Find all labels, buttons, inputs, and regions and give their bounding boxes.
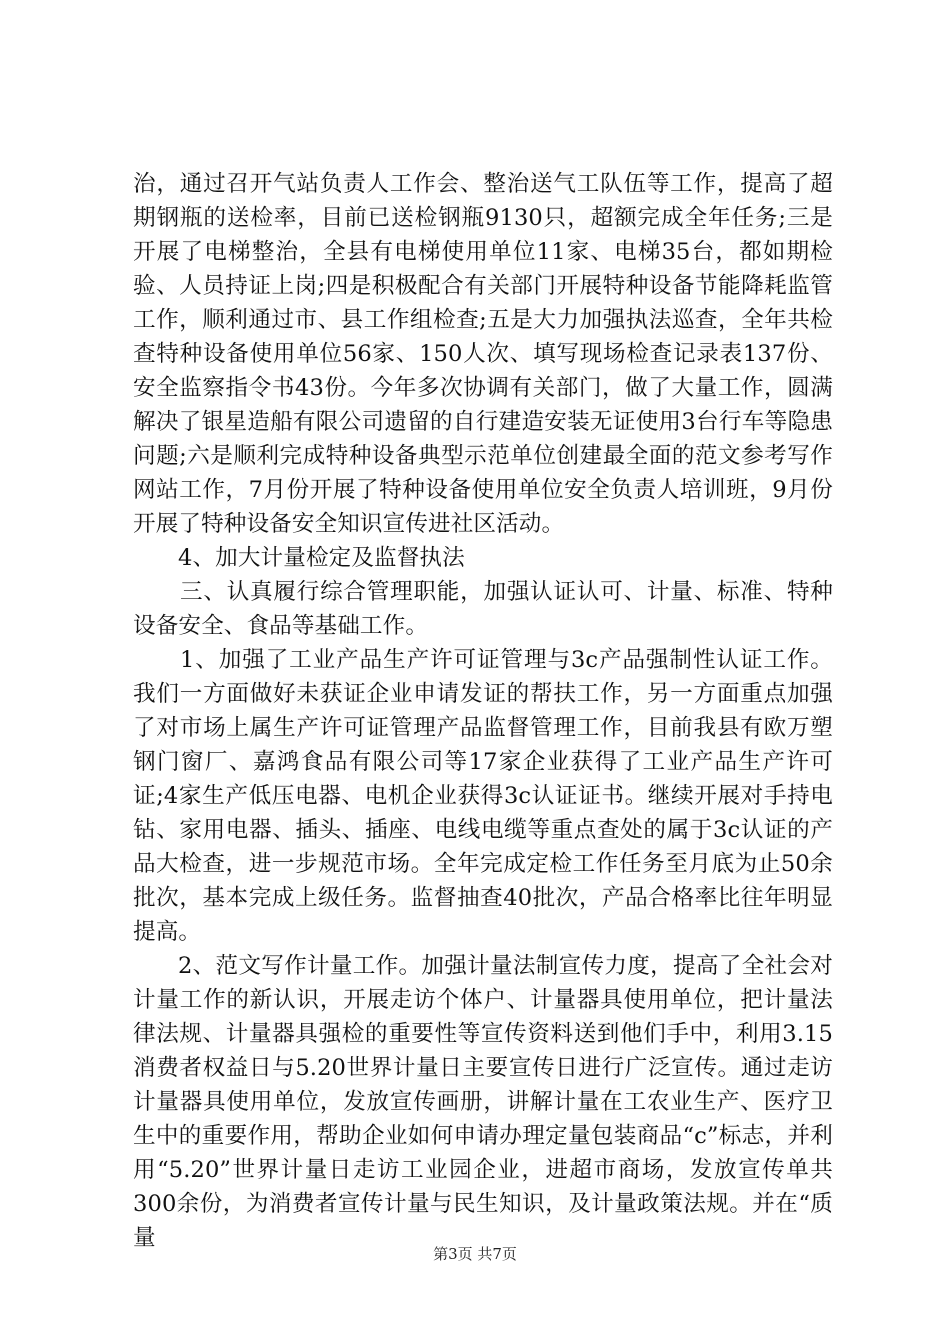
section-heading-metrology: 4、加大计量检定及监督执法 [178,545,465,571]
document-body [133,167,833,1255]
paragraph-continuation: 治，通过召开气站负责人工作会、整治送气工队伍等工作，提高了超期钢瓶的送检率，目前已送检钢瓶9130只，超额完成全年任务;三是开展了电梯整治，全县有电梯使用单位11家、电梯35台，都如期检验、人员持证上岗;四是积极配合有关部门开展特种设备节能降耗监管工作，顺利通过市、县工作组检查;五是大力加强执法巡查，全年共检查特种设备使用单位56家、150人次、填写现场检查记录表137份、安全监察指令书43份。今年多次协调有关部门，做了大量工作，圆满解决了银星造船有限公司遗留的自行建造安装无证使用3台行车等隐患问题;六是顺利完成特种设备典型示范单位创建最全面的范文参考写作网站工作，7月份开展了特种设备使用单位安全负责人培训班，9月份开展了特种设备安全知识宣传进社区活动。 [133,171,833,537]
page-footer: 第3页 共7页 [433,1245,517,1263]
paragraph-production-license: 1、加强了工业产品生产许可证管理与3c产品强制性认证工作。我们一方面做好未获证企业申请发证的帮扶工作，另一方面重点加强了对市场上属生产许可证管理产品监督管理工作，目前我县有欧万塑钢门窗厂、嘉鸿食品有限公司等17家企业获得了工业产品生产许可证;4家生产低压电器、电机企业获得3c认证证书。继续开展对手持电钻、家用电器、插头、插座、电线电缆等重点查处的属于3c认证的产品大检查，进一步规范市场。全年完成定检工作任务至月底为止50余批次，基本完成上级任务。监督抽查40批次，产品合格率比往年明显提高。 [133,647,833,945]
paragraph-metrology-work: 2、范文写作计量工作。加强计量法制宣传力度，提高了全社会对计量工作的新认识，开展走访个体户、计量器具使用单位，把计量法律法规、计量器具强检的重要性等宣传资料送到他们手中，利用3.15消费者权益日与5.20世界计量日主要宣传日进行广泛宣传。通过走访计量器具使用单位，发放宣传画册，讲解计量在工农业生产、医疗卫生中的重要作用，帮助企业如何申请办理定量包装商品“c”标志，并利用“5.20”世界计量日走访工业园企业，进超市商场，发放宣传单共300余份，为消费者宣传计量与民生知识，及计量政策法规。并在“质量 [133,953,833,1251]
section-heading-management: 三、认真履行综合管理职能，加强认证认可、计量、标准、特种设备安全、食品等基础工作。 [133,579,833,639]
